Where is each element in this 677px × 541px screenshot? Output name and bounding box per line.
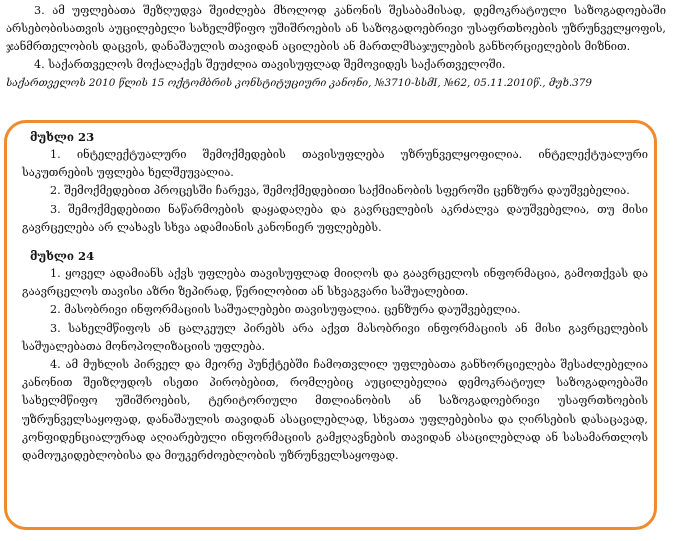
article-23-paragraph-1: 1. ინტელექტუალური შემოქმედების თავისუფლება უზრუნველყოფილია. ინტელექტუალური საკუთრების უფლება ხელშეუვალია. xyxy=(22,148,648,180)
article-23-paragraph-2: 2. შემოქმედებით პროცესში ჩარევა, შემოქმედებითი საქმიანობის სფეროში ცენზურა დაუშვებელია. xyxy=(50,184,630,198)
highlighted-articles xyxy=(22,128,648,465)
previous-article-tail xyxy=(6,2,666,92)
article-24-paragraph-3: 3. სახელმწიფოს ან ცალკეულ პირებს არა აქვთ მასობრივი ინფორმაციის ან მისი გავრცელების საშუალებათა მონოპოლიზაციის უფლება. xyxy=(22,321,648,353)
article-23-paragraph-3: 3. შემოქმედებითი ნაწარმოების დაყადაღება და გავრცელების აკრძალვა დაუშვებელია, თუ მისი გავრცელება არ ლახავს სხვა ადამიანის კანონიერ უფლებებს. xyxy=(22,202,648,234)
article-24-paragraph-1: 1. ყოველ ადამიანს აქვს უფლება თავისუფლად მიიღოს და გაავრცელოს ინფორმაცია, გამოთქვას და გაავრცელოს თავისი აზრი ზეპირად, წერილობით ან სხვაგვარი საშუალებით. xyxy=(22,267,648,299)
article-22-paragraph-4: 4. საქართველოს მოქალაქეს შეუძლია თავისუფლად შემოვიდეს საქართველოში. xyxy=(34,58,506,72)
article-24-paragraph-2: 2. მასობრივი ინფორმაციის საშუალებები თავისუფალია. ცენზურა დაუშვებელია. xyxy=(50,303,521,317)
article-24-paragraph-4: 4. ამ მუხლის პირველ და მეორე პუნქტებში ჩამოთვლილ უფლებათა განხორციელება შესაძლებელია კანონით შეიზღუდოს ისეთი პირობებით, რომლებიც აუცილებელია დემოკრატიულ საზოგადოებაში სახელმწიფო უშიშროების, ტერიტორიული მთლიანობის ან საზოგადოებრივი უსაფრთხოების უზრუნველსაყოფად, დანაშაულის თავიდან ასაცილებლად, სხვათა უფლებებისა და ღირსების დასაცავად, კონფიდენციალურად აღიარებული ინფორმაციის გამჟღავნების თავიდან ასაცილებლად ან სასამართლოს დამოუკიდებლობისა და მიუკერძოებლობის უზრუნველსაყოფად. xyxy=(22,358,648,463)
article-24-heading: მუხლი 24 xyxy=(30,249,95,264)
amendment-citation: საქართველოს 2010 წლის 15 ოქტომბრის კონსტიტუციური კანონი, №3710-სსმI, №62, 05.11.2010წ., მუხ.379 xyxy=(6,77,592,90)
article-23-heading: მუხლი 23 xyxy=(30,130,95,144)
article-22-paragraph-3: 3. ამ უფლებათა შეზღუდვა შეიძლება მხოლოდ კანონის შესაბამისად, დემოკრატიული საზოგადოებაში არსებობისათვის აუცილებელი სახელმწიფო უშიშროების ან საზოგადოებრივი უსაფრთხოების უზრუნველყოფის, ჯანმრთელობის დაცვის, დანაშაულის თავიდან აცილების ან მართლმსაჯულების განხორციელების მიზნით. xyxy=(6,4,666,54)
